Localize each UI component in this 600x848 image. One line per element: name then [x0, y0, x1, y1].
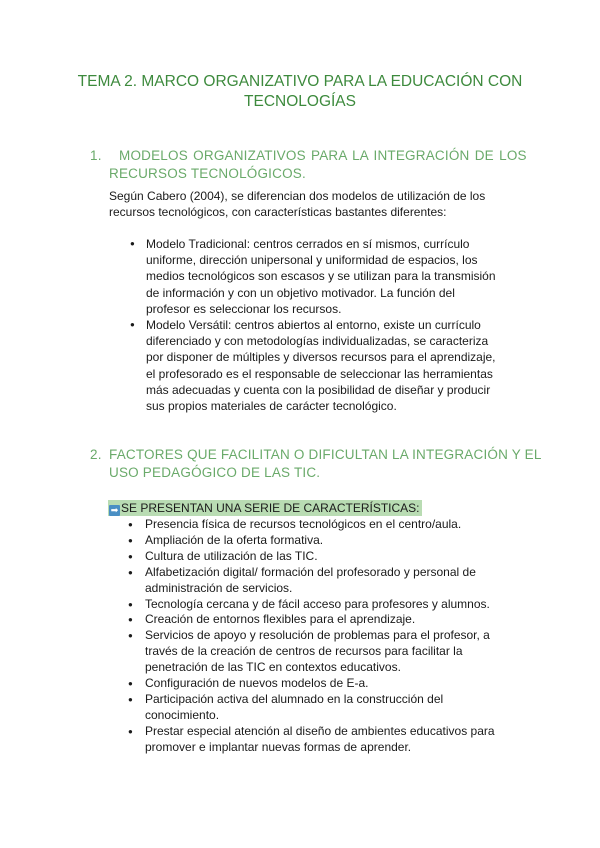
- list-item: ● Configuración de nuevos modelos de E-a.: [145, 676, 515, 692]
- list-item: ● Cultura de utilización de las TIC.: [145, 549, 515, 565]
- list-item: ● Modelo Tradicional: centros cerrados en sí mismos, currículo uniforme, dirección unipersonal y uniformidad de espacios, los medios tecnológicos son escasos y se utilizan para la transmisión de información y con un objetivo motivador. La función del profesor es seleccionar los recursos.: [146, 236, 502, 317]
- list-item: ● Ampliación de la oferta formativa.: [145, 533, 515, 549]
- list-item: ● Alfabetización digital/ formación del profesorado y personal de administración de servicios.: [145, 565, 485, 597]
- section-2-heading-line-2: USO PEDAGÓGICO DE LAS TIC.: [109, 465, 321, 480]
- list-item: ● Servicios de apoyo y resolución de problemas para el profesor, a través de la creación de centros de recursos para facilitar la penetración de las TIC en contextos educativos.: [145, 628, 495, 676]
- list-item: ● Tecnología cercana y de fácil acceso para profesores y alumnos.: [145, 597, 515, 613]
- list-item: ● Modelo Versátil: centros abiertos al entorno, existe un currículo diferenciado y con metodologías individualizadas, se caracteriza por disponer de múltiples y diversos recursos para el aprendizaje, el profesorado es el responsable de seleccionar las herramientas más adecuadas y cuenta con la posibilidad de diseñar y producir sus propios materiales de carácter tecnológico.: [146, 317, 502, 414]
- section-1-intro: Según Cabero (2004), se diferencian dos modelos de utilización de los recursos tecnológicos, con características bastantes diferentes:: [109, 189, 486, 219]
- highlighted-subheading: [108, 500, 422, 516]
- list-item: ● Presencia física de recursos tecnológicos en el centro/aula.: [145, 517, 515, 533]
- right-arrow-icon: ➡: [110, 505, 119, 515]
- section-2-list: [145, 517, 515, 756]
- highlight-text: SE PRESENTAN UNA SERIE DE CARACTERÍSTICAS:: [121, 501, 420, 515]
- section-2-number: 2.: [90, 447, 102, 462]
- section-1-heading-line-2: RECURSOS TECNOLÓGICOS.: [109, 166, 306, 181]
- section-1-heading-line-1: MODELOS ORGANIZATIVOS PARA LA INTEGRACIÓN DE LOS: [119, 148, 527, 163]
- title-line-2: TECNOLOGÍAS: [244, 93, 356, 110]
- section-1-list: [146, 236, 502, 414]
- section-1-number: 1.: [90, 148, 102, 163]
- section-2-heading-line-1: FACTORES QUE FACILITAN O DIFICULTAN LA INTEGRACIÓN Y EL: [109, 447, 542, 462]
- list-item: ● Creación de entornos flexibles para el aprendizaje.: [145, 612, 515, 628]
- page-title: [60, 72, 540, 112]
- title-line-1: TEMA 2. MARCO ORGANIZATIVO PARA LA EDUCACIÓN CON: [77, 73, 523, 90]
- list-item: ● Participación activa del alumnado en la construcción del conocimiento.: [145, 692, 515, 724]
- list-item: ● Prestar especial atención al diseño de ambientes educativos para promover e implantar nuevas formas de aprender.: [145, 724, 495, 756]
